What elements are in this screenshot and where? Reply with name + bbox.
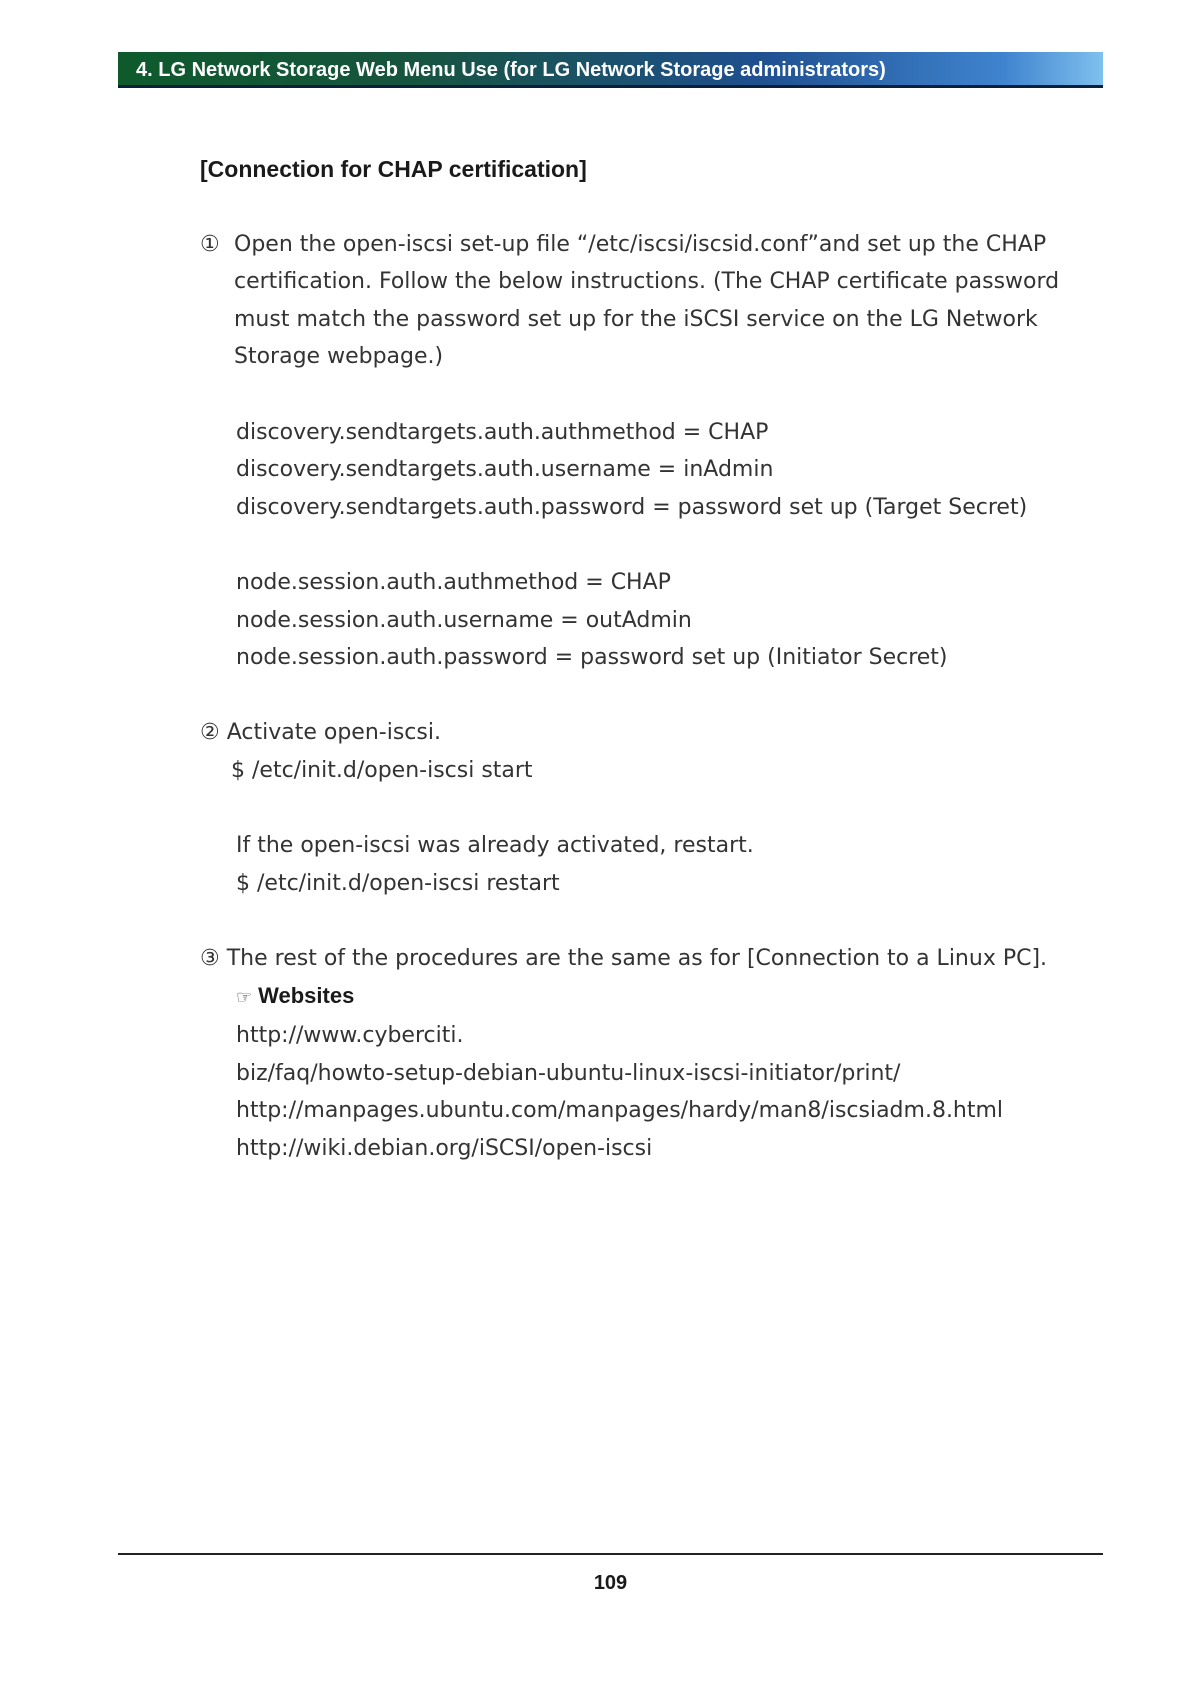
step-1-line: Open the open-iscsi set-up file “/etc/iscsi/iscsid.conf”and set up the CHAP: [234, 231, 1047, 257]
config-line: discovery.sendtargets.auth.authmethod = CHAP: [236, 419, 769, 445]
header-title: 4. LG Network Storage Web Menu Use (for LG Network Storage administrators): [136, 59, 886, 81]
website-link[interactable]: biz/faq/howto-setup-debian-ubuntu-linux-iscsi-initiator/print/: [236, 1060, 901, 1086]
step-1-line: Storage webpage.): [234, 344, 444, 370]
step-1-line: must match the password set up for the iSCSI service on the LG Network: [234, 306, 1038, 332]
start-command: $ /etc/init.d/open-iscsi start: [231, 757, 533, 783]
header-bar: [118, 52, 1103, 88]
step-2: [200, 714, 1100, 752]
website-link[interactable]: http://www.cyberciti.: [236, 1023, 464, 1049]
websites-label: Websites: [258, 983, 355, 1009]
pointing-hand-icon: ☞: [236, 987, 253, 1009]
node-config: [200, 564, 1100, 677]
website-link[interactable]: http://wiki.debian.org/iSCSI/open-iscsi: [236, 1135, 653, 1161]
restart-command: $ /etc/init.d/open-iscsi restart: [236, 870, 560, 896]
websites-heading: [200, 977, 1100, 1017]
step-3-text: The rest of the procedures are the same as for [Connection to a Linux PC].: [226, 945, 1048, 971]
config-line: node.session.auth.username = outAdmin: [236, 607, 692, 633]
page-content: [200, 150, 1100, 1167]
step-1-line: certification. Follow the below instructions. (The CHAP certificate password: [234, 269, 1060, 295]
footer-rule: [118, 1553, 1103, 1555]
config-line: discovery.sendtargets.auth.username = inAdmin: [236, 457, 774, 483]
step-2-text: Activate open-iscsi.: [226, 720, 441, 746]
websites-list: [200, 1017, 1100, 1167]
step-1: [200, 226, 1100, 376]
section-heading: [Connection for CHAP certification]: [200, 156, 587, 182]
step-2-number: ②: [200, 720, 220, 746]
step-3-number: ③: [200, 945, 220, 971]
config-line: discovery.sendtargets.auth.password = password set up (Target Secret): [236, 494, 1028, 520]
step-3: [200, 940, 1100, 978]
config-line: node.session.auth.password = password set up (Initiator Secret): [236, 645, 948, 671]
config-line: node.session.auth.authmethod = CHAP: [236, 569, 671, 595]
website-link[interactable]: http://manpages.ubuntu.com/manpages/hardy/man8/iscsiadm.8.html: [236, 1098, 1004, 1124]
restart-note: If the open-iscsi was already activated, restart.: [236, 833, 754, 859]
page-number: 109: [593, 1572, 628, 1594]
step-1-number: ①: [200, 231, 220, 257]
discovery-config: [200, 414, 1100, 527]
